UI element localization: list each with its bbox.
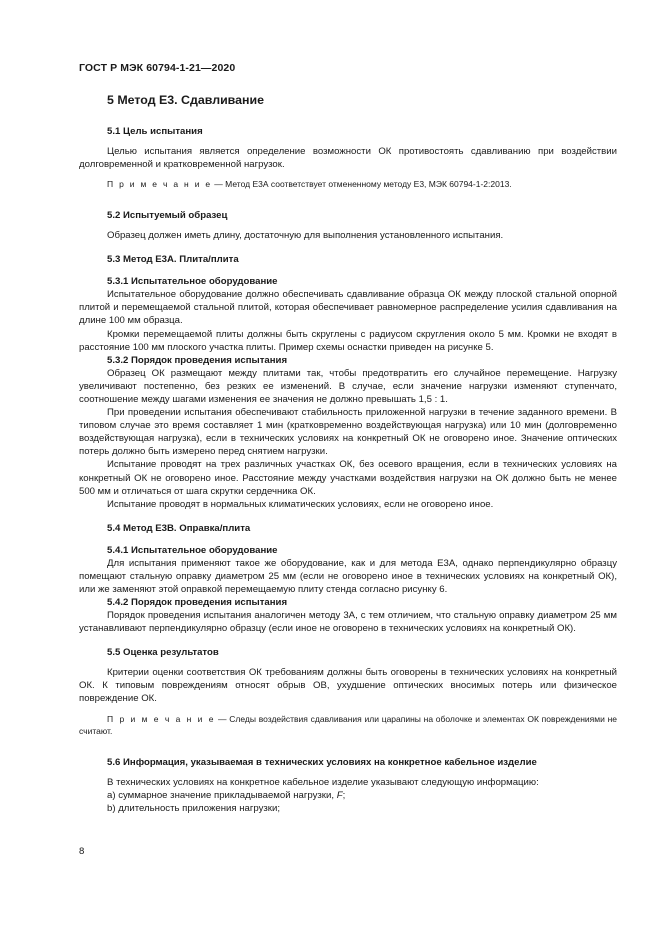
section-5-3-2-p2: При проведении испытания обеспечивают стабильность приложенной нагрузки в течение заданного времени. В типовом случае это время составляет 1 мин (кратковременно воздействующая нагрузка) или 10 мин (долговременно воздействующая нагрузка), если в технических условиях на конкретный ОК не оговорено иное. Значение оптических потерь должно быть измерено перед снятием нагрузки. xyxy=(79,407,617,458)
section-5-2-title: 5.2 Испытуемый образец xyxy=(107,210,228,222)
section-5-2-text: Образец должен иметь длину, достаточную для выполнения установленного испытания. xyxy=(107,230,504,242)
section-5-3-1-p1: Испытательное оборудование должно обеспечивать сдавливание образца ОК между плоской стальной опорной плитой и перемещаемой стальной плитой, которая обеспечивает равномерное распределение усилия сдавливания на длине 100 мм образца. xyxy=(79,289,617,327)
section-5-1-text: Целью испытания является определение возможности ОК противостоять сдавливанию при воздействии долговременной и кратковременной нагрузок. xyxy=(79,146,617,171)
section-5-6-title: 5.6 Информация, указываемая в технических условиях на конкретное кабельное изделие xyxy=(107,756,537,768)
note-5-5 xyxy=(79,713,617,737)
section-5-1-title: 5.1 Цель испытания xyxy=(107,126,203,137)
section-5-4-2-title: 5.4.2 Порядок проведения испытания xyxy=(107,597,288,609)
section-5-5-title: 5.5 Оценка результатов xyxy=(107,647,219,659)
section-5-4-title: 5.4 Метод Е3В. Оправка/плита xyxy=(107,522,251,534)
page-number: 8 xyxy=(79,846,85,857)
section-5-4-1-p1: Для испытания применяют такое же оборудование, как и для метода Е3А, однако перпендикулярно образцу помещают стальную оправку диаметром 25 мм (если не оговорено иное в технических условиях на конкретный ОК), или же заменяют этой оправкой перемещаемую плиту стенда согласно рисунку 6. xyxy=(79,557,617,595)
section-5-4-1-title: 5.4.1 Испытательное оборудование xyxy=(107,544,278,556)
section-5-4-2-p1: Порядок проведения испытания аналогичен методу 3А, с тем отличием, что стальную оправку диаметром 25 мм устанавливают перпендикулярно образцу (если иное не оговорено в технических условиях на конкретный ОК). xyxy=(79,610,617,635)
section-5-5-text: Критерии оценки соответствия ОК требованиям должны быть оговорены в технических условиях на конкретный ОК. К типовым повреждениям относят обрыв ОВ, ухудшение оптических вносимых потерь или физическое повреждение ОК. xyxy=(79,667,617,705)
section-5-3-2-p3: Испытание проводят на трех различных участках ОК, без осевого вращения, если в технических условиях на конкретный ОК не оговорено иное. Расстояние между участками воздействия нагрузки на ОК должно быть не менее 500 мм и отличаться от шага скрутки сердечника ОК. xyxy=(79,459,617,497)
section-5-3-2-p1: Образец ОК размещают между плитами так, чтобы предотвратить его случайное перемещение. Нагрузку увеличивают постепенно, без резких ее изменений. В случае, если значение нагрузки изменяют ступенчато, соотношение между шагами изменения ее значения не должно превышать 1,5 : 1. xyxy=(79,367,617,405)
list-item-b: b) длительность приложения нагрузки; xyxy=(107,802,281,814)
section-5-3-1-title: 5.3.1 Испытательное оборудование xyxy=(107,276,278,288)
list-item-a-suffix: ; xyxy=(342,789,346,801)
document-body xyxy=(79,93,617,815)
section-5-3-title: 5.3 Метод Е3А. Плита/плита xyxy=(107,254,239,266)
section-5-title: 5 Метод Е3. Сдавливание xyxy=(107,93,265,107)
force-symbol: F xyxy=(336,789,343,801)
list-item-a xyxy=(79,789,617,802)
section-5-6-intro: В технических условиях на конкретное кабельное изделие указывают следующую информацию: xyxy=(107,776,539,788)
section-5-3-1-p2: Кромки перемещаемой плиты должны быть скруглены с радиусом скругления около 5 мм. Кромки не входят в расстояние 100 мм плоского участка плиты. Пример схемы оснастки приведен на рисунке 5. xyxy=(79,328,617,353)
section-5-3-2-p4: Испытание проводят в нормальных климатических условиях, если не оговорено иное. xyxy=(107,498,494,510)
document-header: ГОСТ Р МЭК 60794-1-21—2020 xyxy=(79,62,236,74)
note-5-1 xyxy=(79,178,617,190)
note-label: П р и м е ч а н и е xyxy=(107,713,216,724)
list-item-a-text: a) суммарное значение прикладываемой нагрузки, xyxy=(107,789,337,801)
note-text: — Метод Е3А соответствует отмененному методу Е3, МЭК 60794-1-2:2013. xyxy=(211,179,512,190)
note-label: П р и м е ч а н и е xyxy=(107,179,212,190)
note-text: — Следы воздействия сдавливания или царапины на оболочке и элементах ОК повреждениями не считают. xyxy=(79,713,617,736)
section-5-3-2-title: 5.3.2 Порядок проведения испытания xyxy=(107,354,288,366)
